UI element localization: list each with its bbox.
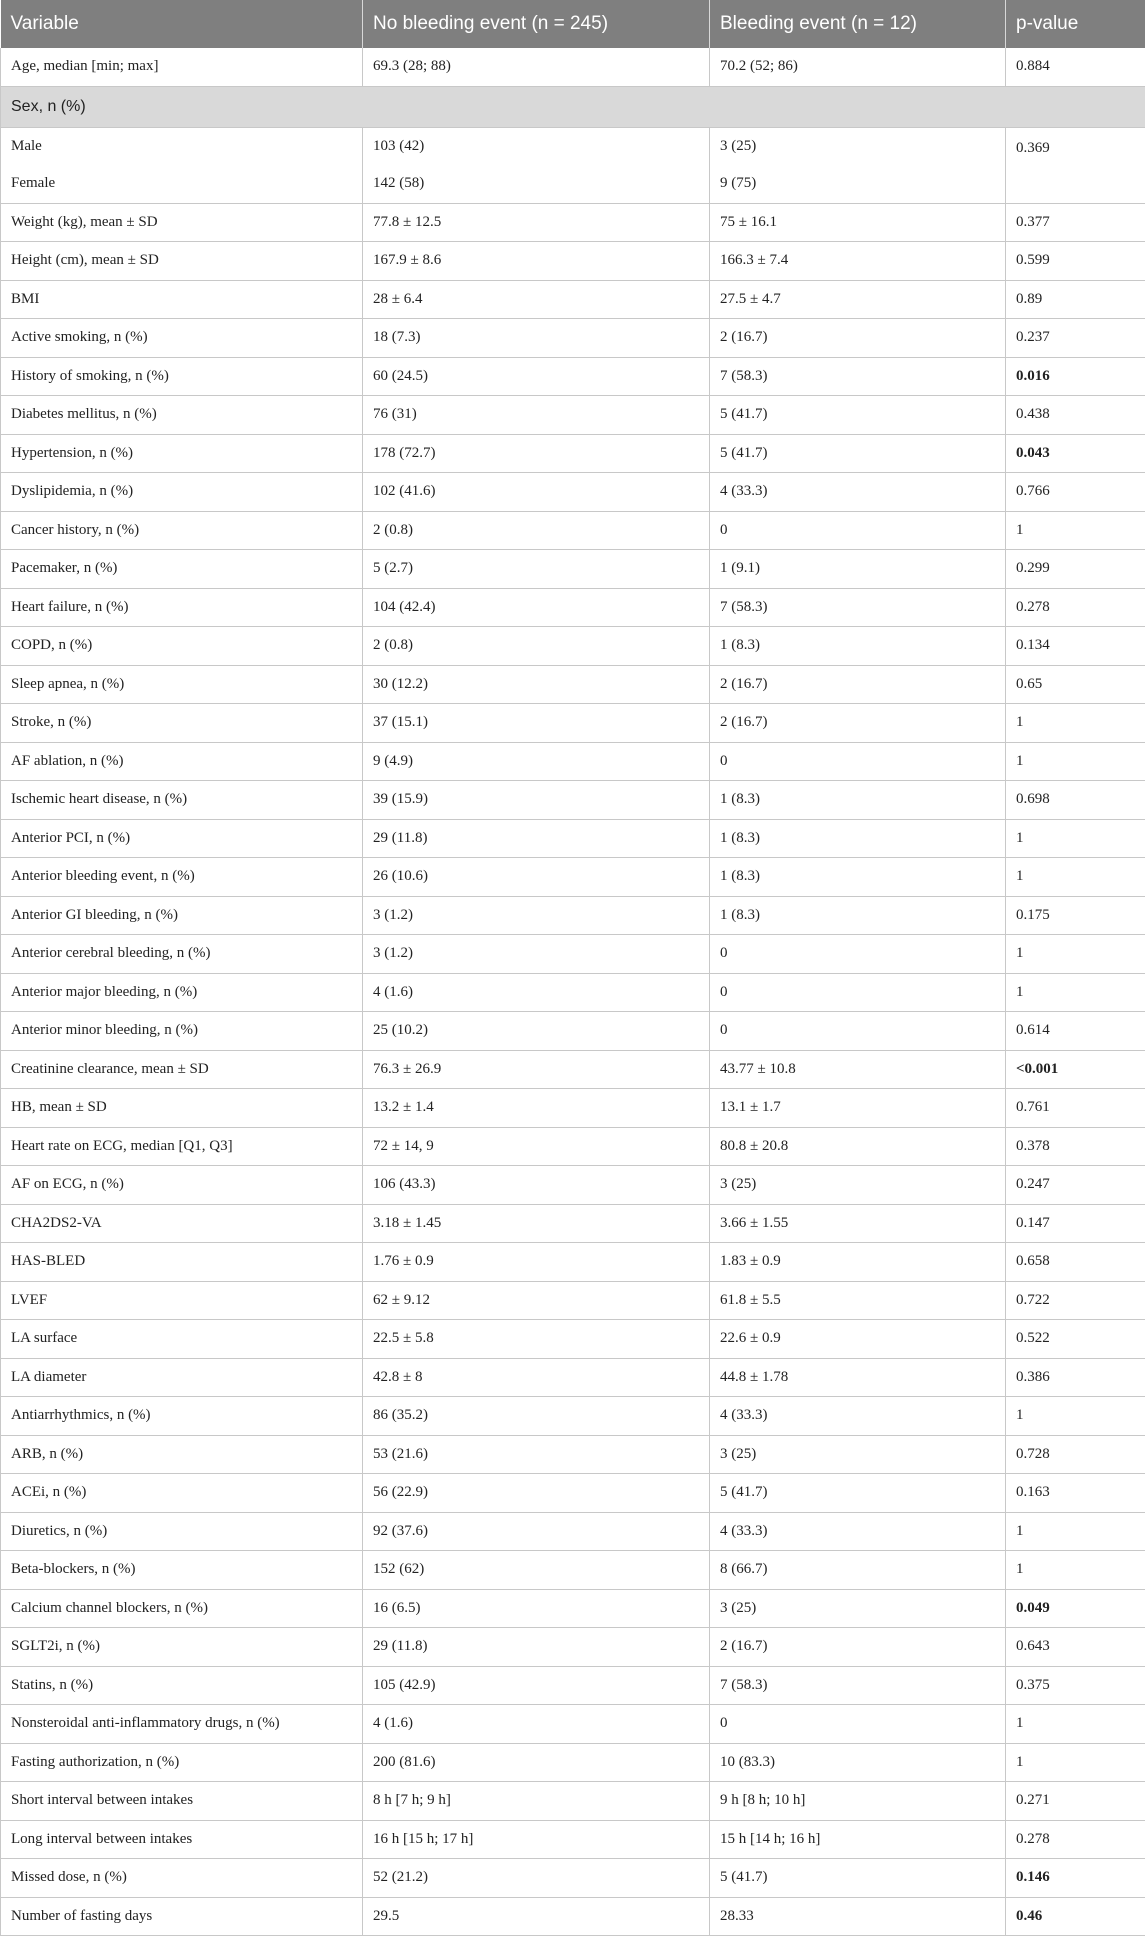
table-row [1,1474,1145,1513]
bleeding-cell: 0 [710,511,1006,550]
p-value-cell: 1 [1006,742,1145,781]
p-value-cell: 0.369 [1006,127,1145,203]
variable-cell: Heart failure, n (%) [1,588,363,627]
bleeding-cell: 61.8 ± 5.5 [710,1281,1006,1320]
variable-cell: Hypertension, n (%) [1,434,363,473]
header-no-bleeding: No bleeding event (n = 245) [363,0,710,48]
bleeding-cell: 43.77 ± 10.8 [710,1050,1006,1089]
table-row [1,1204,1145,1243]
variable-cell: Male [1,127,363,165]
no-bleeding-cell: 16 (6.5) [363,1589,710,1628]
no-bleeding-cell: 92 (37.6) [363,1512,710,1551]
bleeding-cell: 5 (41.7) [710,434,1006,473]
variable-cell: Diuretics, n (%) [1,1512,363,1551]
no-bleeding-cell: 77.8 ± 12.5 [363,203,710,242]
p-value-cell: 0.378 [1006,1127,1145,1166]
no-bleeding-cell: 16 h [15 h; 17 h] [363,1820,710,1859]
variable-cell: Beta-blockers, n (%) [1,1551,363,1590]
variable-cell: Creatinine clearance, mean ± SD [1,1050,363,1089]
no-bleeding-cell: 13.2 ± 1.4 [363,1089,710,1128]
table-row [1,1358,1145,1397]
no-bleeding-cell: 29 (11.8) [363,1628,710,1667]
variable-cell: Fasting authorization, n (%) [1,1743,363,1782]
header-p-value: p-value [1006,0,1145,48]
p-value-cell: 0.377 [1006,203,1145,242]
bleeding-cell: 0 [710,935,1006,974]
no-bleeding-cell: 8 h [7 h; 9 h] [363,1782,710,1821]
no-bleeding-cell: 106 (43.3) [363,1166,710,1205]
bleeding-cell: 27.5 ± 4.7 [710,280,1006,319]
no-bleeding-cell: 4 (1.6) [363,1705,710,1744]
table-row [1,127,1145,165]
no-bleeding-cell: 102 (41.6) [363,473,710,512]
table-row [1,627,1145,666]
p-value-cell: 0.89 [1006,280,1145,319]
bleeding-cell: 8 (66.7) [710,1551,1006,1590]
no-bleeding-cell: 53 (21.6) [363,1435,710,1474]
no-bleeding-cell: 152 (62) [363,1551,710,1590]
p-value-cell: 1 [1006,935,1145,974]
table-row [1,48,1145,86]
p-value-cell: 0.134 [1006,627,1145,666]
p-value-cell: 0.278 [1006,1820,1145,1859]
p-value-cell: 0.599 [1006,242,1145,281]
table-row [1,280,1145,319]
variable-cell: Age, median [min; max] [1,48,363,86]
variable-cell: Nonsteroidal anti-inflammatory drugs, n (%) [1,1705,363,1744]
table-row [1,1551,1145,1590]
table-row [1,858,1145,897]
p-value-cell: 1 [1006,819,1145,858]
variable-cell: Missed dose, n (%) [1,1859,363,1898]
table-row [1,588,1145,627]
variable-cell: Cancer history, n (%) [1,511,363,550]
variable-cell: AF ablation, n (%) [1,742,363,781]
table-row [1,1166,1145,1205]
no-bleeding-cell: 22.5 ± 5.8 [363,1320,710,1359]
no-bleeding-cell: 37 (15.1) [363,704,710,743]
header-variable: Variable [1,0,363,48]
table-row [1,1012,1145,1051]
p-value-cell: 0.271 [1006,1782,1145,1821]
bleeding-cell: 166.3 ± 7.4 [710,242,1006,281]
bleeding-cell: 2 (16.7) [710,1628,1006,1667]
table-row [1,1628,1145,1667]
bleeding-cell: 7 (58.3) [710,357,1006,396]
p-value-cell: 1 [1006,858,1145,897]
variable-cell: Anterior GI bleeding, n (%) [1,896,363,935]
variable-cell: Anterior PCI, n (%) [1,819,363,858]
table-row [1,434,1145,473]
table-row [1,1089,1145,1128]
table-row [1,1666,1145,1705]
no-bleeding-cell: 18 (7.3) [363,319,710,358]
variable-cell: Ischemic heart disease, n (%) [1,781,363,820]
p-value-cell: 1 [1006,1551,1145,1590]
p-value-cell: 0.386 [1006,1358,1145,1397]
bleeding-cell: 2 (16.7) [710,319,1006,358]
table-row [1,1743,1145,1782]
table-row [1,511,1145,550]
variable-cell: Calcium channel blockers, n (%) [1,1589,363,1628]
no-bleeding-cell: 3 (1.2) [363,896,710,935]
table-row [1,1897,1145,1936]
variable-cell: Antiarrhythmics, n (%) [1,1397,363,1436]
p-value-cell: 0.722 [1006,1281,1145,1320]
p-value-cell: 0.016 [1006,357,1145,396]
bleeding-cell: 3 (25) [710,1435,1006,1474]
table-row [1,1435,1145,1474]
p-value-cell: 0.247 [1006,1166,1145,1205]
bleeding-cell: 4 (33.3) [710,1397,1006,1436]
p-value-cell: <0.001 [1006,1050,1145,1089]
variable-cell: Statins, n (%) [1,1666,363,1705]
variable-cell: Height (cm), mean ± SD [1,242,363,281]
bleeding-cell: 44.8 ± 1.78 [710,1358,1006,1397]
table-row [1,396,1145,435]
no-bleeding-cell: 4 (1.6) [363,973,710,1012]
p-value-cell: 0.043 [1006,434,1145,473]
no-bleeding-cell: 25 (10.2) [363,1012,710,1051]
bleeding-cell: 75 ± 16.1 [710,203,1006,242]
variable-cell: Anterior bleeding event, n (%) [1,858,363,897]
bleeding-cell: 80.8 ± 20.8 [710,1127,1006,1166]
bleeding-cell: 7 (58.3) [710,588,1006,627]
bleeding-cell: 1.83 ± 0.9 [710,1243,1006,1282]
no-bleeding-cell: 1.76 ± 0.9 [363,1243,710,1282]
bleeding-cell: 1 (8.3) [710,819,1006,858]
p-value-cell: 0.65 [1006,665,1145,704]
p-value-cell: 0.884 [1006,48,1145,86]
table-row [1,550,1145,589]
table-row [1,1782,1145,1821]
p-value-cell: 1 [1006,704,1145,743]
p-value-cell: 0.049 [1006,1589,1145,1628]
table-row [1,1050,1145,1089]
table-row [1,165,1145,203]
no-bleeding-cell: 29 (11.8) [363,819,710,858]
p-value-cell: 0.146 [1006,1859,1145,1898]
variable-cell: CHA2DS2-VA [1,1204,363,1243]
p-value-cell: 1 [1006,973,1145,1012]
table-row [1,1397,1145,1436]
table-row [1,1705,1145,1744]
table-row [1,319,1145,358]
bleeding-cell: 5 (41.7) [710,396,1006,435]
p-value-cell: 0.766 [1006,473,1145,512]
p-value-cell: 0.375 [1006,1666,1145,1705]
section-row [1,86,1145,127]
variable-cell: Anterior minor bleeding, n (%) [1,1012,363,1051]
bleeding-cell: 10 (83.3) [710,1743,1006,1782]
table-header-row [1,0,1145,48]
variable-cell: Active smoking, n (%) [1,319,363,358]
table-row [1,665,1145,704]
bleeding-cell: 4 (33.3) [710,473,1006,512]
bleeding-cell: 28.33 [710,1897,1006,1936]
no-bleeding-cell: 76 (31) [363,396,710,435]
bleeding-cell: 3 (25) [710,127,1006,165]
p-value-cell: 0.522 [1006,1320,1145,1359]
bleeding-cell: 1 (8.3) [710,781,1006,820]
section-label: Sex, n (%) [1,86,1145,127]
no-bleeding-cell: 3 (1.2) [363,935,710,974]
p-value-cell: 1 [1006,511,1145,550]
bleeding-cell: 9 (75) [710,165,1006,203]
table-row [1,781,1145,820]
variable-cell: Female [1,165,363,203]
p-value-cell: 0.643 [1006,1628,1145,1667]
bleeding-cell: 3.66 ± 1.55 [710,1204,1006,1243]
bleeding-cell: 3 (25) [710,1166,1006,1205]
table-row [1,203,1145,242]
p-value-cell: 0.728 [1006,1435,1145,1474]
table-row [1,896,1145,935]
variable-cell: Sleep apnea, n (%) [1,665,363,704]
table-row [1,1820,1145,1859]
bleeding-cell: 0 [710,973,1006,1012]
no-bleeding-cell: 9 (4.9) [363,742,710,781]
bleeding-cell: 1 (9.1) [710,550,1006,589]
p-value-cell: 0.614 [1006,1012,1145,1051]
bleeding-cell: 70.2 (52; 86) [710,48,1006,86]
bleeding-cell: 5 (41.7) [710,1474,1006,1513]
header-bleeding: Bleeding event (n = 12) [710,0,1006,48]
table-row [1,242,1145,281]
variable-cell: Short interval between intakes [1,1782,363,1821]
table-row [1,357,1145,396]
table-row [1,1281,1145,1320]
variable-cell: ACEi, n (%) [1,1474,363,1513]
variable-cell: Pacemaker, n (%) [1,550,363,589]
variable-cell: Weight (kg), mean ± SD [1,203,363,242]
table-row [1,1243,1145,1282]
no-bleeding-cell: 105 (42.9) [363,1666,710,1705]
no-bleeding-cell: 142 (58) [363,165,710,203]
no-bleeding-cell: 3.18 ± 1.45 [363,1204,710,1243]
variable-cell: Anterior major bleeding, n (%) [1,973,363,1012]
bleeding-cell: 4 (33.3) [710,1512,1006,1551]
no-bleeding-cell: 42.8 ± 8 [363,1358,710,1397]
bleeding-cell: 0 [710,742,1006,781]
bleeding-cell: 9 h [8 h; 10 h] [710,1782,1006,1821]
table-row [1,935,1145,974]
no-bleeding-cell: 26 (10.6) [363,858,710,897]
p-value-cell: 0.278 [1006,588,1145,627]
no-bleeding-cell: 52 (21.2) [363,1859,710,1898]
bleeding-cell: 13.1 ± 1.7 [710,1089,1006,1128]
table-row [1,1512,1145,1551]
table-row [1,1127,1145,1166]
variable-cell: Heart rate on ECG, median [Q1, Q3] [1,1127,363,1166]
variable-cell: Dyslipidemia, n (%) [1,473,363,512]
bleeding-cell: 1 (8.3) [710,627,1006,666]
bleeding-cell: 0 [710,1012,1006,1051]
p-value-cell: 0.299 [1006,550,1145,589]
no-bleeding-cell: 200 (81.6) [363,1743,710,1782]
no-bleeding-cell: 86 (35.2) [363,1397,710,1436]
no-bleeding-cell: 28 ± 6.4 [363,280,710,319]
no-bleeding-cell: 76.3 ± 26.9 [363,1050,710,1089]
variable-cell: LVEF [1,1281,363,1320]
p-value-cell: 0.698 [1006,781,1145,820]
table-row [1,473,1145,512]
bleeding-cell: 5 (41.7) [710,1859,1006,1898]
no-bleeding-cell: 30 (12.2) [363,665,710,704]
variable-cell: LA diameter [1,1358,363,1397]
bleeding-cell: 7 (58.3) [710,1666,1006,1705]
no-bleeding-cell: 56 (22.9) [363,1474,710,1513]
variable-cell: BMI [1,280,363,319]
p-value-cell: 0.658 [1006,1243,1145,1282]
p-value-cell: 0.438 [1006,396,1145,435]
bleeding-cell: 22.6 ± 0.9 [710,1320,1006,1359]
p-value-cell: 0.175 [1006,896,1145,935]
variable-cell: LA surface [1,1320,363,1359]
no-bleeding-cell: 103 (42) [363,127,710,165]
bleeding-cell: 2 (16.7) [710,704,1006,743]
variable-cell: History of smoking, n (%) [1,357,363,396]
table-row [1,1589,1145,1628]
p-value-cell: 1 [1006,1512,1145,1551]
variable-cell: SGLT2i, n (%) [1,1628,363,1667]
no-bleeding-cell: 178 (72.7) [363,434,710,473]
p-value-cell: 1 [1006,1743,1145,1782]
no-bleeding-cell: 60 (24.5) [363,357,710,396]
variable-cell: ARB, n (%) [1,1435,363,1474]
no-bleeding-cell: 69.3 (28; 88) [363,48,710,86]
p-value-cell: 0.147 [1006,1204,1145,1243]
variable-cell: Long interval between intakes [1,1820,363,1859]
bleeding-cell: 1 (8.3) [710,858,1006,897]
bleeding-cell: 0 [710,1705,1006,1744]
variable-cell: AF on ECG, n (%) [1,1166,363,1205]
variable-cell: COPD, n (%) [1,627,363,666]
table-row [1,973,1145,1012]
bleeding-cell: 1 (8.3) [710,896,1006,935]
table-row [1,1859,1145,1898]
variable-cell: Diabetes mellitus, n (%) [1,396,363,435]
no-bleeding-cell: 2 (0.8) [363,627,710,666]
bleeding-cell: 2 (16.7) [710,665,1006,704]
no-bleeding-cell: 29.5 [363,1897,710,1936]
variable-cell: HB, mean ± SD [1,1089,363,1128]
table-row [1,704,1145,743]
no-bleeding-cell: 62 ± 9.12 [363,1281,710,1320]
p-value-cell: 0.163 [1006,1474,1145,1513]
p-value-cell: 0.46 [1006,1897,1145,1936]
p-value-cell: 0.237 [1006,319,1145,358]
p-value-cell: 1 [1006,1397,1145,1436]
table-row [1,819,1145,858]
bleeding-cell: 3 (25) [710,1589,1006,1628]
no-bleeding-cell: 167.9 ± 8.6 [363,242,710,281]
table-row [1,742,1145,781]
table-row [1,1320,1145,1359]
variable-cell: Stroke, n (%) [1,704,363,743]
bleeding-cell: 15 h [14 h; 16 h] [710,1820,1006,1859]
no-bleeding-cell: 5 (2.7) [363,550,710,589]
variable-cell: HAS-BLED [1,1243,363,1282]
p-value-cell: 0.761 [1006,1089,1145,1128]
variable-cell: Number of fasting days [1,1897,363,1936]
no-bleeding-cell: 39 (15.9) [363,781,710,820]
variable-cell: Anterior cerebral bleeding, n (%) [1,935,363,974]
no-bleeding-cell: 2 (0.8) [363,511,710,550]
no-bleeding-cell: 72 ± 14, 9 [363,1127,710,1166]
p-value-cell: 1 [1006,1705,1145,1744]
no-bleeding-cell: 104 (42.4) [363,588,710,627]
